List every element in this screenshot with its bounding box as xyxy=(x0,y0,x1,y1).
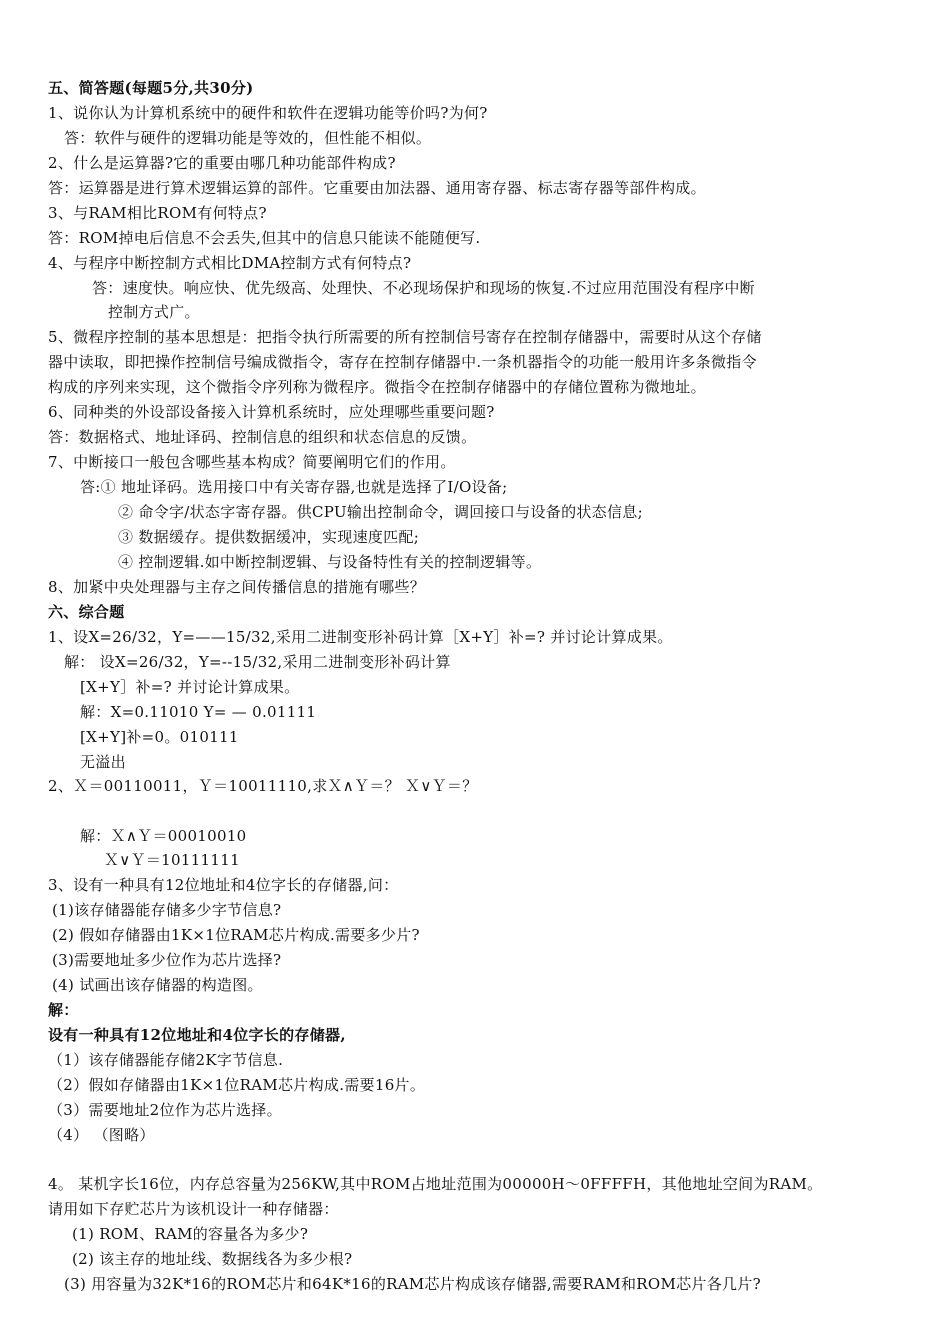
problem-4-part-1: (1) ROM、RAM的容量各为多少? xyxy=(72,1225,309,1243)
solution-2-line-2: Ｘ∨Ｙ＝10111111 xyxy=(104,851,240,869)
answer-7-item-3: ③ 数据缓存。提供数据缓冲，实现速度匹配; xyxy=(118,528,420,546)
solution-3-part-2: （2）假如存储器由1K×1位RAM芯片构成.需要16片。 xyxy=(48,1076,426,1094)
section-five-heading: 五、简答题(每题5分,共30分) xyxy=(48,79,254,97)
answer-7-item-2: ② 命令字/状态字寄存器。供CPU输出控制命令，调回接口与设备的状态信息; xyxy=(118,503,643,521)
answer-2: 答：运算器是进行算术逻辑运算的部件。它重要由加法器、通用寄存器、标志寄存器等部件构成。 xyxy=(48,179,706,197)
solution-1-line-4: [X+Y]补=0。010111 xyxy=(80,728,239,746)
problem-3-part-4: (4) 试画出该存储器的构造图。 xyxy=(52,976,263,994)
section-six-heading: 六、综合题 xyxy=(48,603,125,621)
answer-1: 答：软件与硬件的逻辑功能是等效的，但性能不相似。 xyxy=(64,129,432,147)
answer-7-item-4: ④ 控制逻辑.如中断控制逻辑、与设备特性有关的控制逻辑等。 xyxy=(118,553,542,571)
solution-1-line-1: 解： 设X=26/32，Y=--15/32,采用二进制变形补码计算 xyxy=(64,653,451,671)
question-5-line-2: 器中读取，即把操作控制信号编成微指令，寄存在控制存储器中.一条机器指令的功能一般用许多条微指令 xyxy=(48,353,757,371)
answer-3: 答：ROM掉电后信息不会丢失,但其中的信息只能读不能随便写. xyxy=(48,229,481,247)
solution-3-part-3: （3）需要地址2位作为芯片选择。 xyxy=(48,1101,282,1119)
problem-4-part-3: (3) 用容量为32K*16的ROM芯片和64K*16的RAM芯片构成该存储器,需要RAM和ROM芯片各几片? xyxy=(64,1275,761,1293)
problem-4-line-1: 4。 某机字长16位，内存总容量为256KW,其中ROM占地址范围为00000H～0FFFFH，其他地址空间为RAM。 xyxy=(48,1175,823,1193)
solution-1-line-3: 解：X=0.11010 Y= — 0.01111 xyxy=(80,703,317,721)
problem-3-part-2: (2) 假如存储器由1K×1位RAM芯片构成.需要多少片? xyxy=(52,926,420,944)
problem-4-part-2: (2) 该主存的地址线、数据线各为多少根? xyxy=(72,1250,353,1268)
question-8: 8、加紧中央处理器与主存之间传播信息的措施有哪些？ xyxy=(48,578,426,596)
problem-4-line-2: 请用如下存贮芯片为该机设计一种存储器： xyxy=(48,1200,339,1218)
problem-3-part-1: (1)该存储器能存储多少字节信息? xyxy=(52,901,282,919)
solution-2-line-1: 解：Ｘ∧Ｙ＝00010010 xyxy=(80,827,247,845)
problem-3: 3、设有一种具有12位地址和4位字长的存储器,问： xyxy=(48,876,399,894)
question-7: 7、中断接口一般包含哪些基本构成？简要阐明它们的作用。 xyxy=(48,453,456,471)
problem-1: 1、设X=26/32，Y=——15/32,采用二进制变形补码计算［X+Y］补=? 并讨论计算成果。 xyxy=(48,628,673,646)
problem-3-part-3: (3)需要地址多少位作为芯片选择? xyxy=(52,951,282,969)
solution-3-part-1: （1）该存储器能存储2K字节信息. xyxy=(48,1051,284,1069)
solution-3-part-4: （4） （图略） xyxy=(48,1126,155,1144)
question-3: 3、与RAM相比ROM有何特点? xyxy=(48,204,267,222)
problem-2: 2、Ｘ＝00110011，Ｙ＝10011110,求Ｘ∧Ｙ＝？ Ｘ∨Ｙ＝？ xyxy=(48,777,478,795)
solution-3-restatement: 设有一种具有12位地址和4位字长的存储器, xyxy=(48,1026,346,1044)
question-4: 4、与程序中断控制方式相比DMA控制方式有何特点? xyxy=(48,254,412,272)
solution-3-heading: 解： xyxy=(48,1001,79,1019)
question-5-line-1: 5、微程序控制的基本思想是：把指令执行所需要的所有控制信号寄存在控制存储器中，需要时从这个存储 xyxy=(48,328,762,346)
answer-4-line-2: 控制方式广。 xyxy=(108,303,200,321)
solution-1-line-2: [X+Y］补=? 并讨论计算成果。 xyxy=(80,678,300,696)
question-5-line-3: 构成的序列来实现，这个微指令序列称为微程序。微指令在控制存储器中的存储位置称为微地址。 xyxy=(48,378,706,396)
question-6: 6、同种类的外设部设备接入计算机系统时，应处理哪些重要问题? xyxy=(48,403,495,421)
question-2: 2、什么是运算器?它的重要由哪几种功能部件构成? xyxy=(48,154,396,172)
answer-6: 答：数据格式、地址译码、控制信息的组织和状态信息的反馈。 xyxy=(48,428,477,446)
answer-4-line-1: 答：速度快。响应快、优先级高、处理快、不必现场保护和现场的恢复.不过应用范围没有程序中断 xyxy=(92,279,755,297)
question-1: 1、说你认为计算机系统中的硬件和软件在逻辑功能等价吗?为何? xyxy=(48,104,488,122)
solution-1-line-5: 无溢出 xyxy=(80,753,126,771)
answer-7-item-1: 答:① 地址译码。选用接口中有关寄存器,也就是选择了I/O设备; xyxy=(80,478,508,496)
